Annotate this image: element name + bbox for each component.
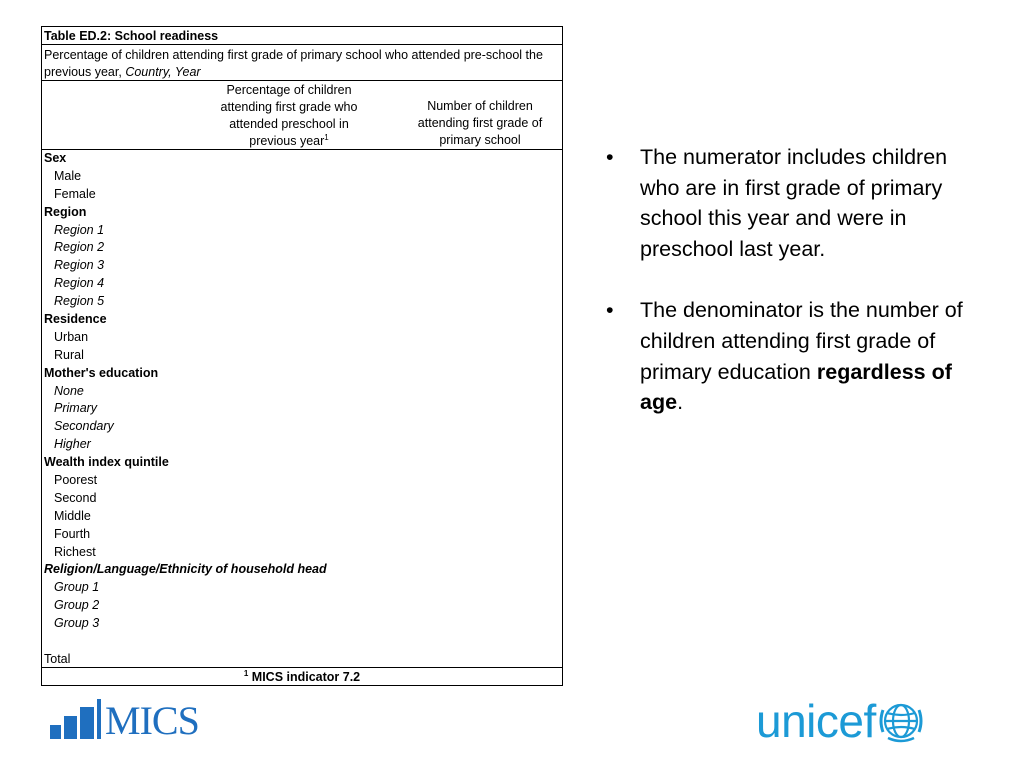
school-readiness-table [41,26,563,686]
bullet-denominator-period: . [677,390,684,415]
column-header-percentage [216,82,362,150]
table-row: Female [54,186,96,201]
bullet-denominator-emphasis: regardless of age [640,359,952,415]
table-title: Table ED.2: School readiness [42,27,562,45]
table-row: Rural [54,347,84,362]
table-row: Region 4 [54,276,105,291]
table-row: Region 3 [54,258,105,273]
mics-bar [64,716,77,739]
table-row: Poorest [54,473,98,488]
table-row: Wealth index quintile [44,455,169,470]
table-footnote [42,667,562,685]
table-row: Total [44,651,71,666]
mics-wordmark: MICS [105,698,199,743]
mics-bar [50,725,61,739]
column-header-percentage-text: Percentage of children attending first grade who attended preschool in previous year [220,83,358,148]
table-row: Fourth [54,526,91,541]
table-body [42,150,562,669]
table-row: Male [54,168,82,183]
mics-bar [97,699,101,739]
unicef-wordmark: unicef [756,695,876,747]
table-row: Secondary [54,419,114,434]
table-footnote-mark: 1 [243,668,249,678]
mics-bars-icon [50,699,101,739]
table-row: Group 3 [54,616,100,631]
table-row: Group 2 [54,598,100,613]
unicef-logo [756,696,924,746]
bullet-dot: • [606,145,614,169]
table-footnote-text: MICS indicator 7.2 [251,670,361,684]
bullet-denominator-text: The denominator is the number of children attending first grade of primary education [640,298,963,384]
table-row: Residence [44,312,107,327]
table-row: Urban [54,329,89,344]
table-row: Higher [54,437,91,452]
table-row-spacer [44,633,560,651]
bullet-numerator-text: The numerator includes children who are in first grade of primary school this year and were in preschool last year. [640,145,948,261]
table-row: Region [44,204,87,219]
table-row: Region 2 [54,240,105,255]
bullet-denominator [606,295,966,417]
table-row: Richest [54,544,96,559]
table-row: Middle [54,508,91,523]
table-subtitle [42,45,562,81]
table-row: Region 5 [54,294,105,309]
mics-bar [80,707,94,739]
table-row: Region 1 [54,222,105,237]
table-column-headers [42,81,562,150]
bullet-dot: • [606,298,614,323]
mics-logo [50,697,199,743]
unicef-emblem-icon [878,698,924,744]
bullet-numerator [606,142,966,264]
table-subtitle-text: Percentage of children attending first grade of primary school who attended pre-school the previous year, [44,48,543,79]
table-row: None [54,383,84,398]
column-header-percentage-footnote-mark: 1 [324,132,329,142]
table-subtitle-country-year: Country, Year [125,65,201,79]
table-row: Second [54,490,97,505]
table-row: Mother's education [44,365,159,380]
table-row: Group 1 [54,580,100,595]
explanation-bullets [606,142,966,449]
table-row: Sex [44,151,67,165]
table-row: Religion/Language/Ethnicity of household head [44,562,327,577]
table-row: Primary [54,401,98,416]
column-header-number: Number of children attending first grade of primary school [417,99,543,147]
